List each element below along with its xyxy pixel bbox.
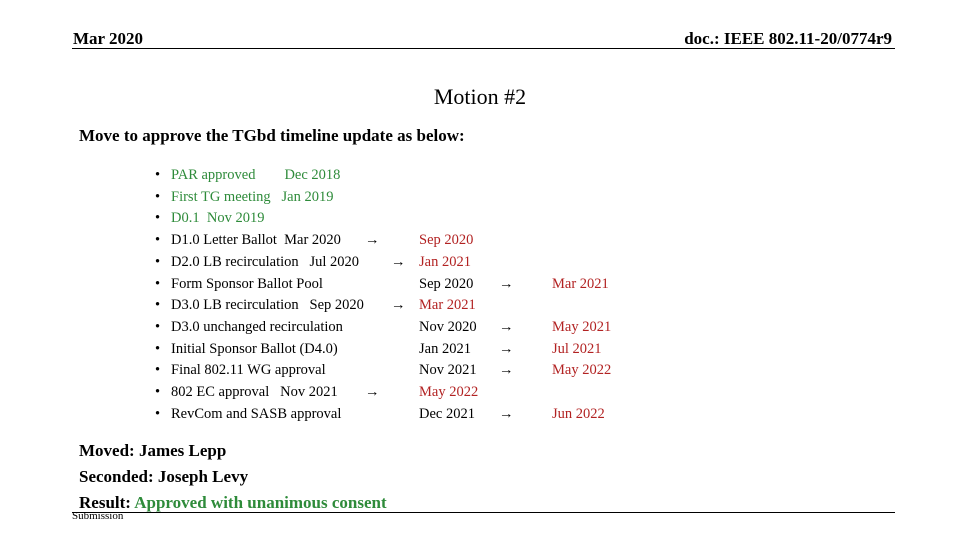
bullet-icon: • [155, 362, 161, 379]
slide-title-text: Motion #2 [433, 84, 527, 109]
timeline-date: Sep 2020 [419, 275, 474, 292]
timeline-label: D1.0 Letter Ballot Mar 2020 [171, 232, 341, 249]
timeline-date: Nov 2021 [419, 362, 477, 379]
seconded-by: Seconded: Joseph Levy [79, 467, 249, 486]
header-divider [72, 48, 895, 49]
bullet-icon: • [155, 297, 161, 314]
bullet-icon: • [155, 232, 161, 249]
right-arrow-icon: → [499, 318, 514, 335]
timeline-label: D2.0 LB recirculation Jul 2020 [171, 253, 360, 270]
timeline-label: Final 802.11 WG approval [171, 362, 326, 379]
timeline-item [0, 359, 960, 381]
right-arrow-icon: → [391, 253, 406, 270]
bullet-icon: • [155, 188, 161, 205]
footer-divider [72, 512, 895, 513]
timeline-new-date: Mar 2021 [552, 275, 609, 292]
timeline-new-date: May 2022 [552, 362, 612, 379]
timeline-new-date: Jun 2022 [552, 405, 605, 422]
timeline-label: D3.0 LB recirculation Sep 2020 [171, 297, 364, 314]
right-arrow-icon: → [499, 405, 514, 422]
bullet-icon: • [155, 405, 161, 422]
motion-details [79, 438, 387, 516]
timeline-label: 802 EC approval Nov 2021 [171, 384, 338, 400]
timeline-item [0, 403, 960, 425]
timeline-item [0, 207, 960, 229]
timeline-label: RevCom and SASB approval [171, 405, 342, 422]
timeline-date: May 2022 [419, 384, 479, 400]
timeline-item [0, 164, 960, 186]
header-doc-id: doc.: IEEE 802.11-20/0774r9 [684, 29, 892, 48]
timeline-date: Mar 2021 [419, 297, 476, 314]
timeline-label: First TG meeting Jan 2019 [171, 188, 334, 205]
timeline-item [0, 186, 960, 208]
timeline-item [0, 229, 960, 251]
bullet-icon: • [155, 167, 161, 183]
right-arrow-icon: → [499, 362, 514, 379]
timeline-label: D3.0 unchanged recirculation [171, 318, 343, 335]
timeline-label: D0.1 Nov 2019 [171, 210, 265, 227]
motion-intro: Move to approve the TGbd timeline update as below: [79, 126, 465, 145]
timeline-item [0, 273, 960, 295]
right-arrow-icon: → [365, 232, 380, 249]
right-arrow-icon: → [365, 384, 380, 400]
bullet-icon: • [155, 340, 161, 357]
bullet-icon: • [155, 384, 161, 400]
timeline-item [0, 316, 960, 338]
timeline-date: Nov 2020 [419, 318, 477, 335]
timeline-item [0, 338, 960, 360]
timeline-date: Dec 2021 [419, 405, 475, 422]
footer-submission: Submission [72, 510, 124, 522]
timeline-item [0, 294, 960, 316]
header-date: Mar 2020 [73, 29, 144, 48]
timeline-item [0, 251, 960, 273]
timeline-date: Jan 2021 [419, 340, 471, 357]
timeline-new-date: Jul 2021 [552, 340, 602, 357]
timeline-new-date: May 2021 [552, 318, 612, 335]
moved-by: Moved: James Lepp [79, 441, 227, 460]
timeline-label: Initial Sponsor Ballot (D4.0) [171, 340, 338, 357]
timeline-label: PAR approved Dec 2018 [171, 167, 341, 183]
result-value: Approved with unanimous consent [134, 493, 387, 512]
bullet-icon: • [155, 318, 161, 335]
bullet-icon: • [155, 253, 161, 270]
bullet-icon: • [155, 210, 161, 227]
result-label: Result: [79, 493, 135, 512]
timeline-date: Jan 2021 [419, 253, 471, 270]
timeline-label: Form Sponsor Ballot Pool [171, 275, 323, 292]
right-arrow-icon: → [499, 275, 514, 292]
bullet-icon: • [155, 275, 161, 292]
right-arrow-icon: → [499, 340, 514, 357]
timeline-date: Sep 2020 [419, 232, 474, 249]
slide-title [0, 84, 960, 110]
timeline-item [0, 381, 960, 403]
right-arrow-icon: → [391, 297, 406, 314]
